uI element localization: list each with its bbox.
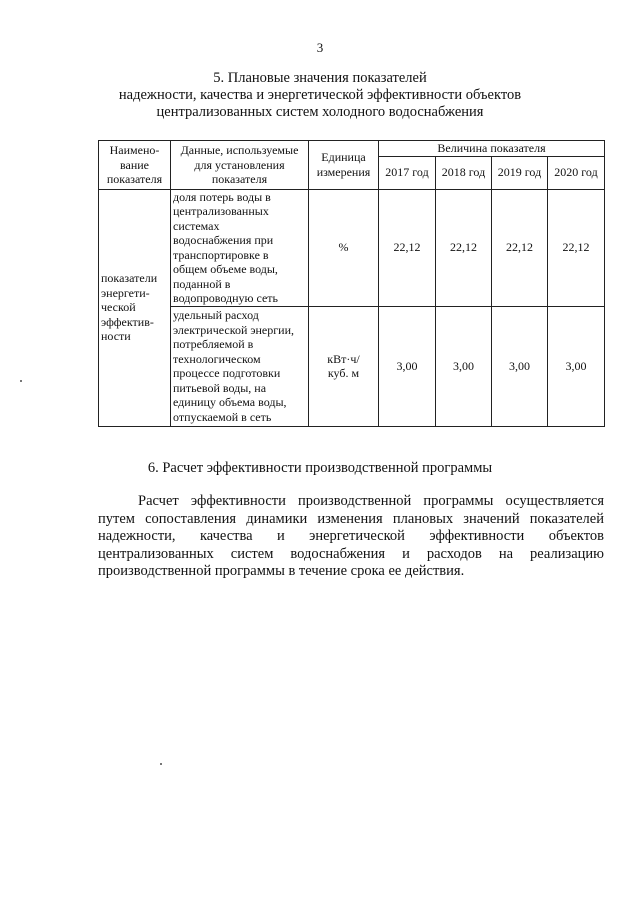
table-row [99,189,605,306]
indicator-name: показатели энергети- ческой эффектив- ности [99,189,171,426]
value-cell: 3,00 [436,306,492,426]
value-cell: 22,12 [379,189,436,306]
header-year: 2019 год [492,156,548,189]
indicator-description: доля потерь воды в централизованных системах водоснабжения при транспортировке в общем объеме воды, поданной в водопроводную сеть [171,189,309,306]
section-5-title-line: централизованных систем холодного водоснабжения [156,104,484,120]
header-unit: Единица измерения [309,141,379,190]
section-5-title-line: надежности, качества и энергетической эффективности объектов [118,87,522,103]
paragraph-text: Расчет эффективности производственной программы осуществляется путем сопоставления динамики изменения плановых значений показателей надежности, качества и энергетической эффективности объектов централизованных систем водоснабжения и расходов на реализацию производственной программы в течение срока ее действия. [98,493,604,579]
scan-speck [160,763,162,765]
value-cell: 3,00 [548,306,605,426]
header-indicator-value: Величина показателя [379,141,605,157]
value-cell: 22,12 [492,189,548,306]
value-cell: 3,00 [379,306,436,426]
value-cell: 22,12 [548,189,605,306]
value-cell: 22,12 [436,189,492,306]
section-5-title [0,70,640,121]
section-5-title-line: 5. Плановые значения показателей [213,70,427,86]
unit-cell: кВт·ч/ куб. м [309,306,379,426]
table-row [99,306,605,426]
header-year: 2020 год [548,156,605,189]
section-6-paragraph [98,493,604,581]
header-year: 2018 год [436,156,492,189]
section-6-title: 6. Расчет эффективности производственной программы [147,460,493,476]
header-year: 2017 год [379,156,436,189]
header-indicator-name: Наимено- вание показателя [99,141,171,190]
unit-cell: % [309,189,379,306]
indicator-description: удельный расход электрической энергии, потребляемой в технологическом процессе подготовки питьевой воды, на единицу объема воды, отпускаемой в сеть [171,306,309,426]
value-cell: 3,00 [492,306,548,426]
page-number: 3 [316,40,324,55]
scan-speck [20,380,22,382]
indicators-table [98,140,605,427]
header-source-data: Данные, используемые для установления показателя [171,141,309,190]
